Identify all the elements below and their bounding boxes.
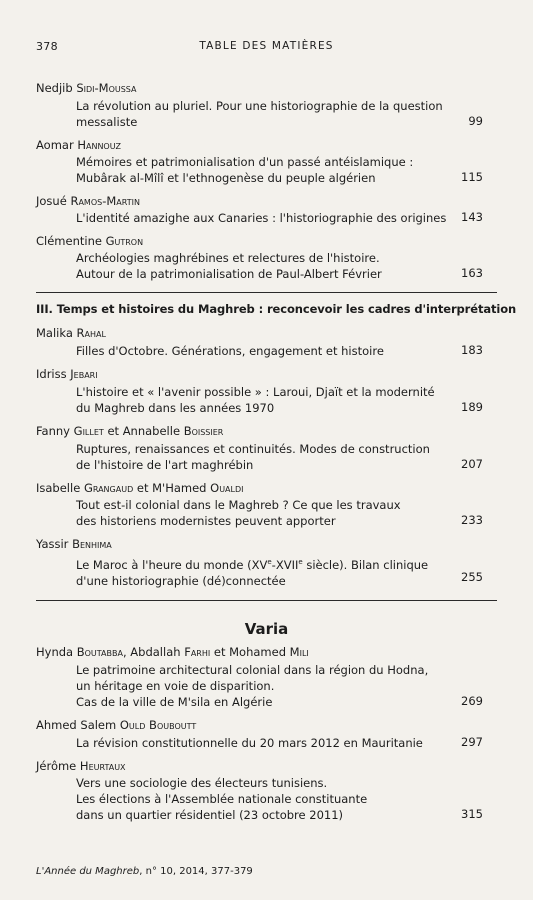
entry-author: Hynda Boutabba, Abdallah Farhi et Mohamed Mili — [36, 645, 309, 659]
journal-footer: L'Année du Maghreb, n° 10, 2014, 377-379 — [36, 866, 253, 877]
entry-author: Idriss Jebari — [36, 367, 98, 381]
entry-title: Le patrimoine architectural colonial dans la région du Hodna, un héritage en voie de disparition. Cas de la ville de M'sila en Algérie — [76, 663, 429, 709]
entry-title: La révision constitutionnelle du 20 mars 2012 en Mauritanie — [76, 736, 423, 750]
entry-page-number: 269 — [461, 694, 483, 708]
running-header — [36, 40, 497, 54]
entry-author: Jérôme Heurtaux — [36, 759, 126, 773]
entry-author: Josué Ramos-Martin — [36, 194, 140, 208]
entry-title: La révolution au pluriel. Pour une historiographie de la question messaliste — [76, 99, 443, 129]
entry-title: Vers une sociologie des électeurs tunisiens. Les élections à l'Assemblée nationale constituante dans un quartier résidentiel (23 octobre 2011) — [76, 776, 368, 822]
entry-page-number: 233 — [461, 513, 483, 527]
entry-page-number: 297 — [461, 735, 483, 749]
entry-author: Nedjib Sidi-Moussa — [36, 81, 137, 95]
entry-title: Mémoires et patrimonialisation d'un passé antéislamique : Mubârak al-Mîlî et l'ethnogenèse du peuple algérien — [76, 155, 414, 185]
entry-page-number: 315 — [461, 807, 483, 821]
entry-page-number: 115 — [461, 170, 483, 184]
entry-author: Fanny Gillet et Annabelle Boissier — [36, 424, 224, 438]
entry-title: Tout est-il colonial dans le Maghreb ? Ce que les travaux des historiens modernistes peuvent apporter — [76, 498, 401, 528]
entry-title-line: Le Maroc à l'heure du monde (XVe-XVIIe siècle). Bilan clinique — [76, 557, 429, 572]
entry-page-number: 207 — [461, 457, 483, 471]
entry-author: Yassir Benhima — [36, 537, 112, 551]
entry-page-number: 189 — [461, 400, 483, 414]
entry-author: Clémentine Gutron — [36, 234, 144, 248]
entry-page-number: 163 — [461, 266, 483, 280]
entry-author: Aomar Hannouz — [36, 138, 121, 152]
entry-title: Archéologies maghrébines et relectures de l'histoire. Autour de la patrimonialisation de Paul-Albert Février — [76, 251, 382, 281]
page-number: 378 — [36, 40, 58, 53]
running-title: TABLE DES MATIÈRES — [199, 40, 334, 52]
entry-author: Isabelle Grangaud et M'Hamed Oualdi — [36, 481, 244, 495]
entry-title: Ruptures, renaissances et continuités. Modes de construction de l'histoire de l'art maghrébin — [76, 442, 430, 472]
entry-title: Le Maroc à l'heure du monde (XVe-XVIIe siècle). Bilan clinique d'une historiographie (dé)connectée — [76, 554, 448, 589]
entry-page-number: 255 — [461, 570, 483, 584]
section-heading: III. Temps et histoires du Maghreb : reconcevoir les cadres d'interprétation — [36, 302, 517, 316]
entry-author: Malika Rahal — [36, 326, 106, 340]
entry-page-number: 99 — [468, 114, 483, 128]
section-divider — [36, 600, 497, 601]
entry-title: L'histoire et « l'avenir possible » : Laroui, Djaït et la modernité du Maghreb dans les années 1970 — [76, 385, 435, 415]
entry-page-number: 183 — [461, 343, 483, 357]
entry-title: L'identité amazighe aux Canaries : l'historiographie des origines — [76, 211, 447, 225]
entry-author: Ahmed Salem Ould Bouboutt — [36, 718, 197, 732]
varia-heading: Varia — [244, 620, 289, 638]
entry-page-number: 143 — [461, 210, 483, 224]
entry-title: Filles d'Octobre. Générations, engagement et histoire — [76, 344, 384, 358]
section-divider — [36, 292, 497, 293]
